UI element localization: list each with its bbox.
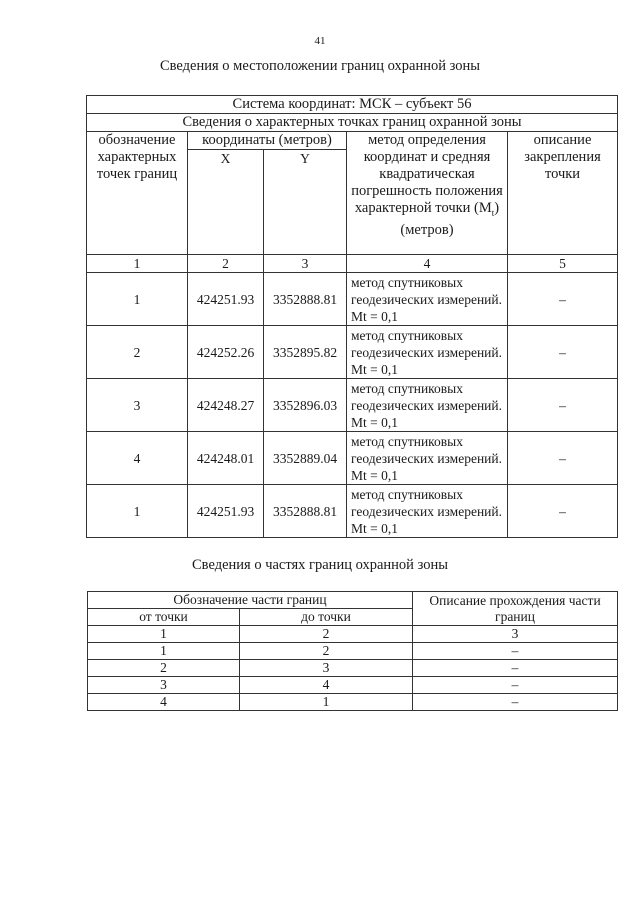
boundary-points-table (86, 95, 618, 538)
y-cell: 3352888.81 (264, 273, 347, 326)
from-cell: 2 (88, 660, 240, 677)
header-coordinates: координаты (метров) (188, 132, 347, 150)
column-number: 1 (87, 255, 188, 273)
description-cell: – (508, 326, 618, 379)
description-cell: – (508, 432, 618, 485)
header-part-designation: Обозначение части границ (88, 592, 413, 609)
from-cell: 4 (88, 694, 240, 711)
x-cell: 424248.01 (188, 432, 264, 485)
table-subtitle-cell: Сведения о характерных точках границ охранной зоны (87, 114, 618, 132)
description-cell: – (413, 677, 618, 694)
description-cell: – (413, 694, 618, 711)
method-cell: метод спутниковых геодезических измерений. Mt = 0,1 (347, 432, 508, 485)
from-cell: 1 (88, 643, 240, 660)
from-cell: 3 (88, 677, 240, 694)
table-row (87, 379, 618, 432)
y-cell: 3352896.03 (264, 379, 347, 432)
method-cell: метод спутниковых геодезических измерений. Mt = 0,1 (347, 326, 508, 379)
column-number: 2 (188, 255, 264, 273)
header-y: Y (264, 150, 347, 255)
page-number: 41 (314, 35, 326, 47)
to-cell: 4 (240, 677, 413, 694)
header-method-subscript: t (491, 207, 495, 218)
header-method (347, 132, 508, 255)
to-cell: 3 (240, 660, 413, 677)
table-row (88, 677, 618, 694)
x-cell: 424251.93 (188, 273, 264, 326)
description-cell: – (508, 379, 618, 432)
header-from-point: от точки (88, 609, 240, 626)
to-cell: 1 (240, 694, 413, 711)
table-row (87, 326, 618, 379)
table-row (87, 273, 618, 326)
table-row (88, 643, 618, 660)
x-cell: 424248.27 (188, 379, 264, 432)
header-description: описание закрепления точки (508, 132, 618, 255)
point-cell: 2 (87, 326, 188, 379)
point-cell: 4 (87, 432, 188, 485)
column-number: 2 (240, 626, 413, 643)
y-cell: 3352888.81 (264, 485, 347, 538)
header-method-unit: ) (метров) (400, 200, 500, 238)
description-cell: – (508, 485, 618, 538)
method-cell: метод спутниковых геодезических измерений. Mt = 0,1 (347, 485, 508, 538)
column-number: 3 (264, 255, 347, 273)
x-cell: 424252.26 (188, 326, 264, 379)
description-cell: – (508, 273, 618, 326)
point-cell: 3 (87, 379, 188, 432)
method-cell: метод спутниковых геодезических измерений. Mt = 0,1 (347, 379, 508, 432)
header-x: X (188, 150, 264, 255)
table-row (87, 485, 618, 538)
table-row (88, 694, 618, 711)
boundary-parts-table (87, 591, 618, 711)
description-cell: – (413, 643, 618, 660)
column-number: 3 (413, 626, 618, 643)
to-cell: 2 (240, 643, 413, 660)
header-part-description: Описание прохождения части границ (413, 592, 618, 626)
column-number: 5 (508, 255, 618, 273)
table-row (87, 432, 618, 485)
method-cell: метод спутниковых геодезических измерений. Mt = 0,1 (347, 273, 508, 326)
x-cell: 424251.93 (188, 485, 264, 538)
header-to-point: до точки (240, 609, 413, 626)
section-title-boundaries: Сведения о местоположении границ охранной зоны (159, 58, 480, 74)
coordinate-system-cell: Система координат: МСК – субъект 56 (87, 96, 618, 114)
column-number: 4 (347, 255, 508, 273)
point-cell: 1 (87, 485, 188, 538)
header-method-text: метод определения координат и средняя квадратическая погрешность положения характерной точки (M (351, 132, 503, 216)
column-number: 1 (88, 626, 240, 643)
header-point-designation: обозначение характерных точек границ (87, 132, 188, 255)
table-row (88, 660, 618, 677)
section-title-boundary-parts: Сведения о частях границ охранной зоны (192, 557, 448, 573)
y-cell: 3352889.04 (264, 432, 347, 485)
description-cell: – (413, 660, 618, 677)
y-cell: 3352895.82 (264, 326, 347, 379)
point-cell: 1 (87, 273, 188, 326)
